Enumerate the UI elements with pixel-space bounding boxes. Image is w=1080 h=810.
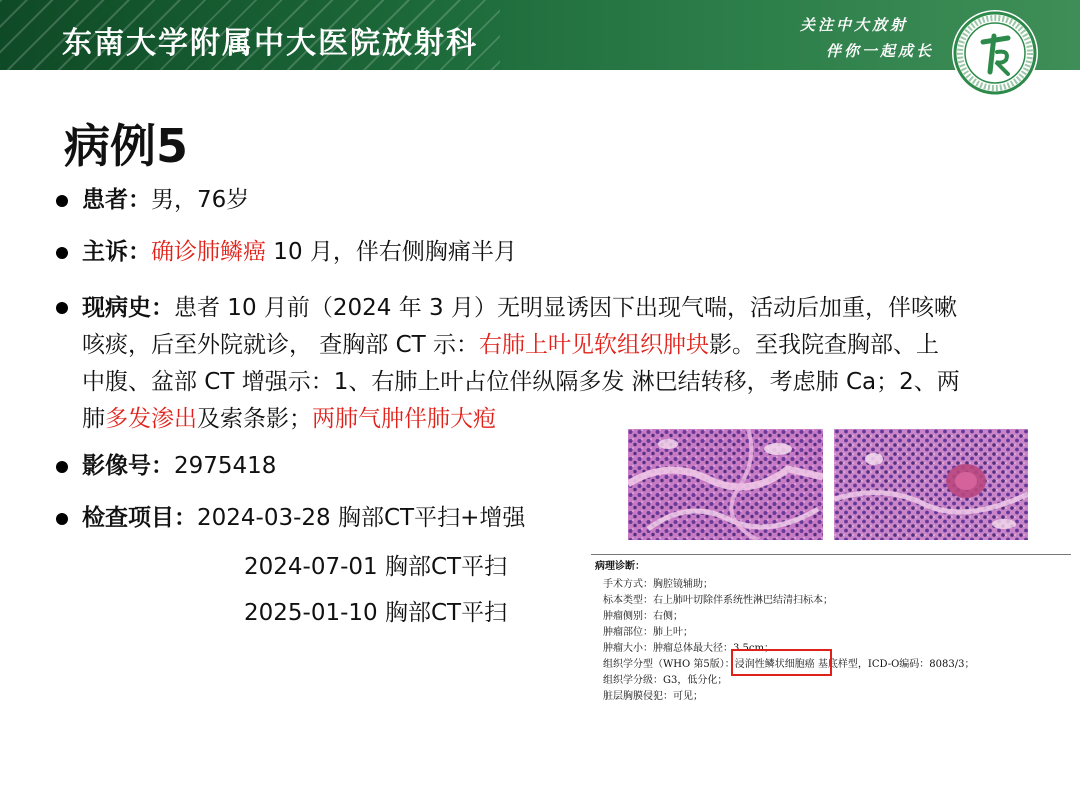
bullet-complaint	[56, 234, 517, 271]
complaint-highlight: 确诊肺鳞癌	[151, 239, 266, 265]
pathology-report	[591, 554, 1071, 702]
history-text-2a: 咳痰，后至外院就诊， 查胸部 CT 示：	[82, 332, 480, 358]
history-text-4a: 肺	[82, 406, 105, 432]
patient-label: 患者：	[82, 187, 151, 213]
pathology-line: 肿瘤侧别：右侧；	[603, 611, 683, 622]
history-text-3: 中腹、盆部 CT 增强示：1、右肺上叶占位伴纵隔多发 淋巴结转移，考虑肺 Ca；2、两	[82, 369, 960, 395]
bullet-dot	[56, 302, 68, 314]
hospital-logo-icon	[950, 8, 1040, 98]
slide-title: 病例5	[64, 119, 189, 173]
bullet-dot	[56, 247, 68, 259]
bullet-image-number	[56, 448, 276, 485]
header-org-name: 东南大学附属中大医院放射科	[62, 26, 478, 61]
history-highlight-emphysema: 两肺气肿伴肺大疱	[312, 406, 496, 432]
history-highlight-mass: 右肺上叶见软组织肿块	[479, 332, 710, 358]
exams-label: 检查项目：	[82, 505, 197, 531]
header-slogan-line1: 关注中大放射	[800, 16, 909, 34]
bullet-patient	[56, 182, 249, 219]
histology-image	[834, 429, 1028, 540]
history-highlight-exudation: 多发渗出	[105, 406, 197, 432]
history-line-3	[82, 362, 960, 403]
bullet-exams	[56, 500, 525, 537]
pathology-line: 肿瘤部位：肺上叶；	[603, 627, 693, 638]
report-divider	[591, 554, 1071, 555]
exam-item: 2024-03-28 胸部CT平扫+增强	[197, 505, 526, 531]
image-number-label: 影像号：	[82, 453, 174, 479]
image-number-value: 2975418	[174, 453, 277, 479]
bullet-dot	[56, 513, 68, 525]
exam-item: 2024-07-01 胸部CT平扫	[244, 554, 508, 580]
history-line-1	[82, 288, 957, 329]
history-text-4c: 及索条影；	[197, 406, 312, 432]
pathology-line: 肿瘤大小：肿瘤总体最大径：3.5cm；	[603, 643, 774, 654]
bullet-dot	[56, 461, 68, 473]
header-slogan-line2: 伴你一起成长	[826, 42, 935, 60]
histology-image	[628, 429, 823, 540]
complaint-label: 主诉：	[82, 239, 151, 265]
history-label: 现病史：	[82, 295, 174, 321]
diagnosis-highlight-box	[731, 649, 832, 676]
pathology-line: 组织学分型（WHO 第5版）：浸润性鳞状细胞癌 基底样型，ICD-O编码：8083/3；	[603, 659, 975, 670]
exam-item: 2025-01-10 胸部CT平扫	[244, 600, 508, 626]
bullet-dot	[56, 195, 68, 207]
history-line-2	[82, 325, 939, 366]
header-bar	[0, 0, 1080, 70]
pathology-line: 标本类型：右上肺叶切除伴系统性淋巴结清扫标本；	[603, 595, 833, 606]
history-line-4	[82, 399, 496, 440]
complaint-rest: 10 月，伴右侧胸痛半月	[266, 239, 517, 265]
pathology-line: 脏层胸膜侵犯：可见；	[603, 691, 703, 702]
patient-value: 男，76岁	[151, 187, 250, 213]
history-text-1: 患者 10 月前（2024 年 3 月）无明显诱因下出现气喘，活动后加重，伴咳嗽	[174, 295, 957, 321]
pathology-heading: 病理诊断：	[595, 561, 645, 572]
history-text-2c: 影。至我院查胸部、上	[709, 332, 940, 358]
pathology-line: 手术方式：胸腔镜辅助；	[603, 579, 713, 590]
pathology-line: 组织学分级：G3，低分化；	[603, 675, 728, 686]
